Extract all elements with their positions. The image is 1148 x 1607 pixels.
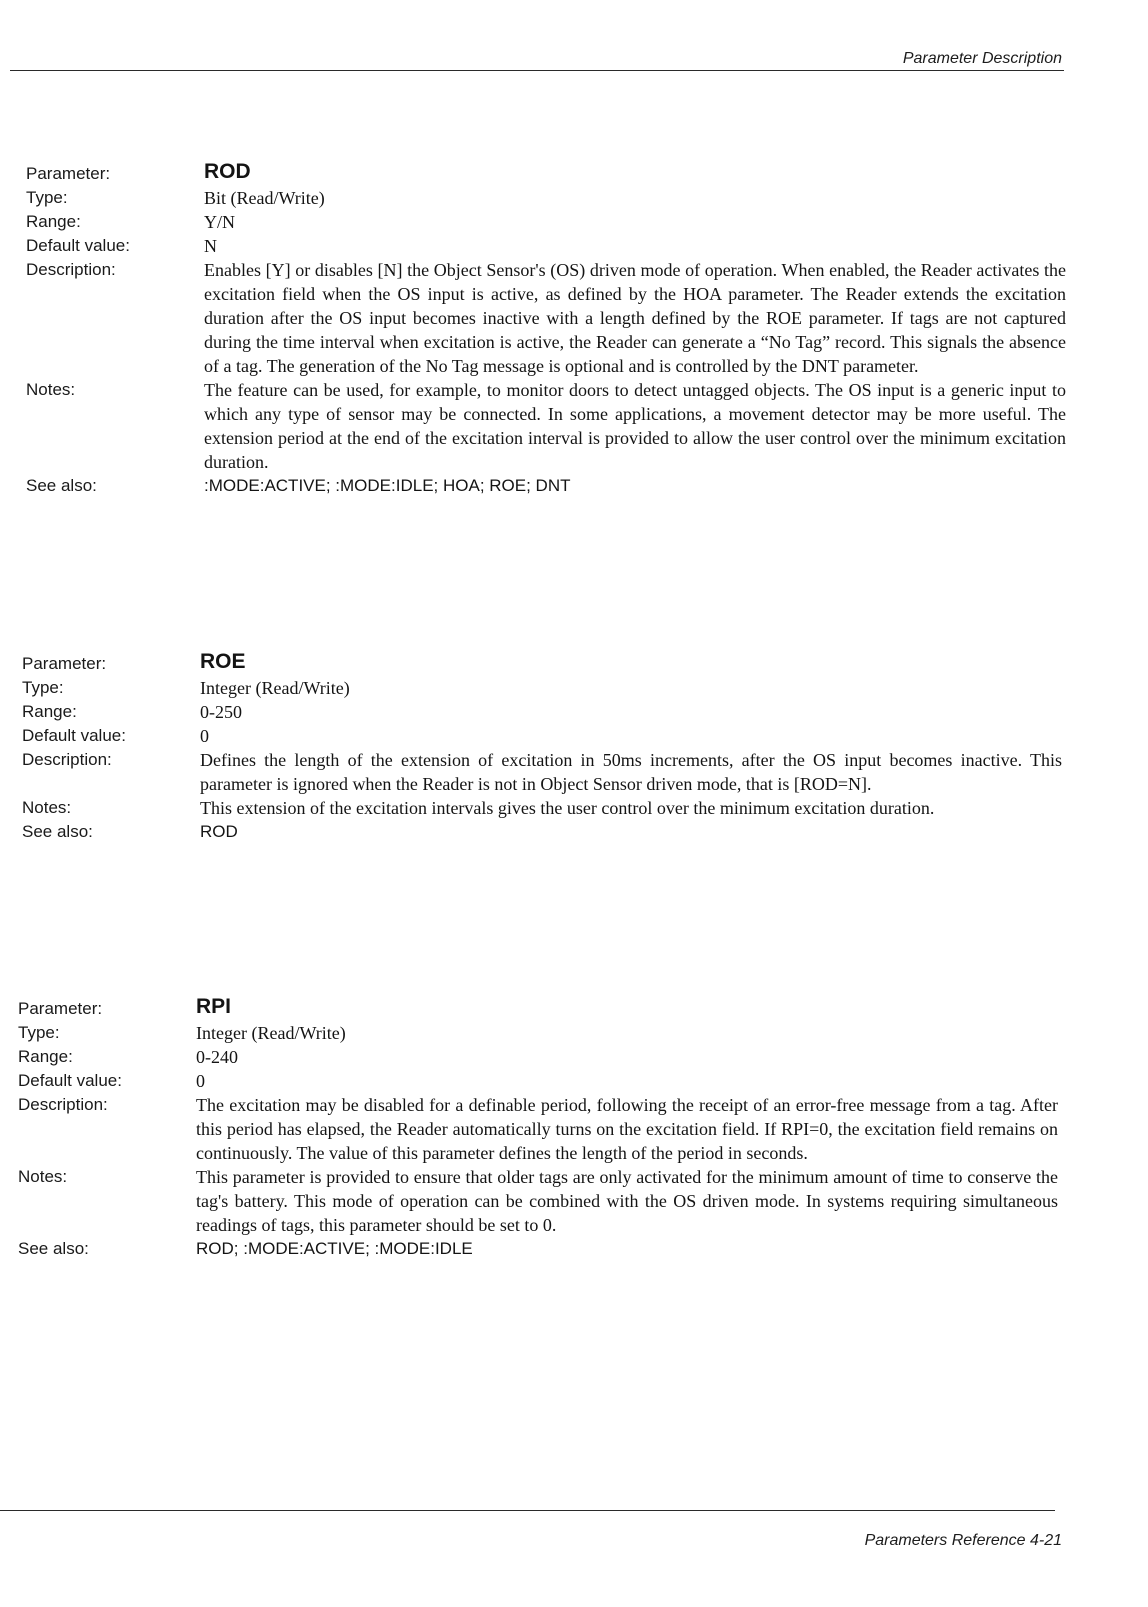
type-value: Integer (Read/Write) [200,678,350,698]
notes-text: This extension of the excitation intervals gives the user control over the minimum excitation duration. [200,798,935,818]
row-description [26,258,1066,378]
row-parameter [18,995,1058,1021]
label-default: Default value: [18,1071,122,1090]
parameter-name: RPI [196,995,232,1018]
default-value: 0 [200,726,209,746]
label-see-also: See also: [22,822,93,841]
row-parameter [22,650,1062,676]
range-value: Y/N [204,212,235,232]
label-description: Description: [26,260,116,279]
row-range [18,1045,1058,1069]
label-parameter: Parameter: [26,164,111,183]
label-description: Description: [18,1095,108,1114]
row-range [26,210,1066,234]
row-type [22,676,1062,700]
row-notes [18,1165,1058,1237]
type-value: Bit (Read/Write) [204,188,325,208]
row-notes [22,796,1062,820]
row-description [18,1093,1058,1165]
default-value: 0 [196,1071,205,1091]
parameter-entry-rpi [18,995,1058,1261]
label-notes: Notes: [22,798,72,817]
notes-text: This parameter is provided to ensure that older tags are only activated for the minimum amount of time to conserve the tag's battery. This mode of operation can be combined with the OS driven mode. In systems requiring simultaneous readings of tags, this parameter should be set to 0. [196,1167,1058,1235]
label-range: Range: [22,702,77,721]
row-type [18,1021,1058,1045]
description-text: Enables [Y] or disables [N] the Object Sensor's (OS) driven mode of operation. When enabled, the Reader activates the excitation field when the OS input is active, as defined by the HOA parameter. The Reader extends the excitation duration after the OS input becomes inactive with a length defined by the ROE parameter. If tags are not captured during the time interval when excitation is active, the Reader can generate a “No Tag” record. This signals the absence of a tag. The generation of the No Tag message is optional and is controlled by the DNT parameter. [204,260,1066,376]
label-notes: Notes: [18,1167,68,1186]
row-notes [26,378,1066,474]
label-description: Description: [22,750,112,769]
running-head: Parameter Description [902,50,1062,67]
parameter-name: ROE [200,650,246,673]
row-default [26,234,1066,258]
see-also-value: ROD [200,822,238,841]
type-value: Integer (Read/Write) [196,1023,346,1043]
label-default: Default value: [22,726,126,745]
label-type: Type: [18,1023,60,1042]
row-see-also [18,1237,1058,1261]
parameter-entry-roe [22,650,1062,844]
row-see-also [26,474,1066,498]
range-value: 0-240 [196,1047,238,1067]
description-text: Defines the length of the extension of excitation in 50ms increments, after the OS input becomes inactive. This parameter is ignored when the Reader is not in Object Sensor driven mode, that is [ROD=N]. [200,750,1062,794]
default-value: N [204,236,217,256]
label-notes: Notes: [26,380,76,399]
row-description [22,748,1062,796]
header-rule [10,70,1064,71]
row-default [22,724,1062,748]
label-see-also: See also: [18,1239,89,1258]
row-see-also [22,820,1062,844]
label-range: Range: [18,1047,73,1066]
footer-rule [0,1510,1055,1511]
range-value: 0-250 [200,702,242,722]
see-also-value: ROD; :MODE:ACTIVE; :MODE:IDLE [196,1239,473,1258]
label-default: Default value: [26,236,130,255]
label-see-also: See also: [26,476,97,495]
label-parameter: Parameter: [18,999,103,1018]
row-range [22,700,1062,724]
label-type: Type: [26,188,68,207]
notes-text: The feature can be used, for example, to monitor doors to detect untagged objects. The OS input is a generic input to which any type of sensor may be connected. In some applications, a movement detector may be more useful. The extension period at the end of the excitation interval is provided to allow the user control over the minimum excitation duration. [204,380,1066,472]
page-footer: Parameters Reference 4-21 [864,1532,1062,1549]
parameter-entry-rod [26,160,1066,498]
row-type [26,186,1066,210]
row-parameter [26,160,1066,186]
parameter-name: ROD [204,160,251,183]
see-also-value: :MODE:ACTIVE; :MODE:IDLE; HOA; ROE; DNT [204,476,571,495]
label-type: Type: [22,678,64,697]
description-text: The excitation may be disabled for a definable period, following the receipt of an error-free message from a tag. After this period has elapsed, the Reader automatically turns on the excitation field. If RPI=0, the excitation field remains on continuously. The value of this parameter defines the length of the period in seconds. [196,1095,1058,1163]
row-default [18,1069,1058,1093]
label-range: Range: [26,212,81,231]
label-parameter: Parameter: [22,654,107,673]
